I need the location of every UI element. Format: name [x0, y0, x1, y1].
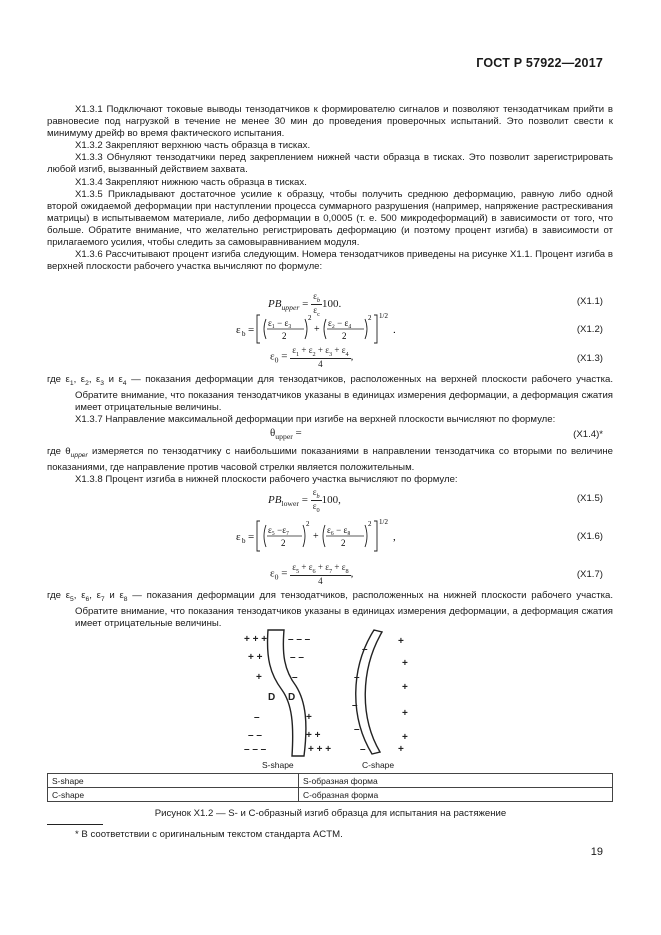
svg-text:+: +: [402, 732, 408, 743]
text-block-4: [47, 590, 613, 630]
text-block-2: [47, 374, 613, 426]
svg-text:+: +: [398, 636, 404, 647]
c-shape-specimen: [356, 630, 382, 754]
svg-text:=: =: [248, 324, 255, 336]
svg-text:– –: – –: [248, 730, 262, 741]
svg-text:ε₆ − ε₈: ε₆ − ε₈: [327, 525, 351, 535]
equation-number-6: (X1.6): [576, 531, 603, 542]
svg-text:2: 2: [306, 520, 310, 528]
svg-text:.: .: [393, 324, 396, 336]
svg-text:ε₂ − ε₄: ε₂ − ε₄: [328, 318, 352, 328]
equation-number-1: (X1.1): [576, 296, 603, 307]
svg-text:2: 2: [341, 538, 346, 548]
paragraph-x1-3-2: X1.3.2 Закрепляют верхнюю часть образца в тисках.: [75, 140, 311, 152]
standard-header: ГОСТ Р 57922—2017: [476, 56, 603, 70]
svg-text:D: D: [288, 692, 296, 703]
svg-text:+ +: + +: [306, 730, 321, 741]
svg-text:+ + +: + + +: [308, 744, 332, 755]
equation-x1-7: $\varepsilon_0$ = $\frac{\varepsilon_5 + \varepsilon_6 + \varepsilon_7 + \varepsilon_8}{4}$ ,: [270, 562, 354, 586]
svg-text:+: +: [313, 531, 319, 542]
svg-text:+: +: [402, 658, 408, 669]
legend-term-en: S-shape: [48, 774, 299, 788]
svg-text:+ +: + +: [248, 652, 263, 663]
paragraph-where-lower: где $\varepsilon_5$, $\varepsilon_6$, $\varepsilon_7$ и $\varepsilon_8$ — показания деформации для тензодатчиков, расположенных на нижней плоскости рабочего участка. Обратите внимание, что показания тензодатчиков указаны в единицах измерения деформации, а деформация сжатия имеет отрицательные величины.: [47, 590, 614, 630]
legend-term-en: C-shape: [48, 788, 299, 802]
bending-shapes-figure: [226, 628, 426, 778]
legend-term-ru: S-образная форма: [299, 774, 613, 788]
svg-text:b: b: [242, 537, 246, 545]
page-number: 19: [590, 846, 603, 858]
svg-text:ε₁ − ε₃: ε₁ − ε₃: [268, 318, 292, 328]
svg-text:2: 2: [281, 538, 286, 548]
paragraph-x1-3-7: X1.3.7 Направление максимальной деформации при изгибе на верхней плоскости вычисляют по формуле:: [75, 414, 556, 426]
svg-text:–: –: [292, 672, 298, 683]
text-block-1: [47, 104, 613, 273]
svg-text:+ + +: + + +: [244, 634, 268, 645]
equation-number-7: (X1.7): [576, 569, 603, 580]
equation-x1-1: $PB_{upper}$ = $\frac{\varepsilon_b}{\varepsilon_c}$ 100.: [268, 291, 342, 318]
svg-text:1/2: 1/2: [379, 518, 388, 526]
table-row: [48, 788, 613, 802]
svg-text:– – –: – – –: [244, 744, 267, 755]
svg-text:ε: ε: [236, 324, 241, 336]
paragraph-where-theta: где $\theta_{upper}$ измеряется по тензодатчику с наибольшими показаниями в направлении тензодатчика со вторыми по величине показаниями, где направление против часовой стрелки является положительным.: [47, 446, 613, 473]
svg-text:+: +: [256, 672, 262, 683]
table-row: [48, 774, 613, 788]
text-block-3: [47, 446, 613, 486]
paragraph-x1-3-4: X1.3.4 Закрепляют нижнюю часть образца в тисках.: [75, 176, 307, 188]
svg-text:–: –: [354, 672, 360, 683]
paragraph-x1-3-1: X1.3.1 Подключают токовые выводы тензодатчиков к формирователю сигналов и позволяют тензодатчикам прийти в равновесие под нагрузкой в течение не менее 30 мин до проведения проверочных испытаний. Это позволит свести к минимуму дрейф во время фактического испытания.: [47, 104, 613, 140]
svg-text:+: +: [402, 708, 408, 719]
paragraph-x1-3-3: X1.3.3 Обнуляют тензодатчики перед закреплением нижней части образца в тисках. Это позволит зарегистрировать любой изгиб, вызванный действием захвата.: [47, 152, 613, 176]
svg-text:–: –: [360, 744, 366, 755]
svg-text:ε: ε: [236, 531, 241, 543]
equation-x1-6-formula: [236, 518, 406, 554]
svg-text:– – –: – – –: [288, 634, 311, 645]
svg-text:2: 2: [368, 314, 372, 322]
svg-text:D: D: [268, 692, 276, 703]
svg-text:=: =: [248, 531, 255, 543]
s-shape-signs: [244, 634, 331, 755]
footnote-separator: [47, 824, 103, 825]
svg-text:+: +: [306, 712, 312, 723]
svg-text:+: +: [314, 324, 320, 335]
legend-term-ru: С-образная форма: [299, 788, 613, 802]
svg-text:b: b: [242, 330, 246, 338]
equation-x1-5: $PB_{lower}$ = $\frac{\varepsilon_b}{\varepsilon_0}$ 100,: [268, 487, 341, 514]
svg-text:2: 2: [308, 314, 312, 322]
svg-text:+: +: [402, 682, 408, 693]
equation-number-2: (X1.2): [576, 324, 603, 335]
svg-text:–: –: [352, 700, 358, 711]
equation-x1-6: [236, 518, 406, 557]
paragraph-where-upper: где $\varepsilon_1$, $\varepsilon_2$, $\varepsilon_3$ и $\varepsilon_4$ — показания деформации для тензодатчиков, расположенных на верхней плоскости рабочего участка. Обратите внимание, что показания тензодатчиков указаны в единицах измерения деформации, а деформация сжатия имеет отрицательные величины.: [47, 374, 613, 414]
s-shape-label: S-shape: [262, 760, 294, 770]
figure-legend-table: [47, 773, 613, 802]
figure-caption: Рисунок X1.2 — S- и С-образный изгиб образца для испытания на растяжение: [154, 808, 507, 819]
svg-text:– –: – –: [290, 652, 304, 663]
svg-text:2: 2: [282, 331, 287, 341]
svg-text:–: –: [362, 644, 368, 655]
svg-text:–: –: [254, 712, 260, 723]
footnote: * В соответствии с оригинальным текстом стандарта ACTM.: [75, 829, 343, 840]
equation-number-3: (X1.3): [576, 353, 603, 364]
svg-text:+: +: [398, 744, 404, 755]
equation-x1-2: [236, 312, 406, 349]
svg-text:1/2: 1/2: [379, 312, 388, 320]
equation-x1-3: $\varepsilon_0$ = $\frac{\varepsilon_1 + \varepsilon_2 + \varepsilon_3 + \varepsilon_4}{4}$ ,: [270, 345, 354, 369]
paragraph-x1-3-5: X1.3.5 Прикладывают достаточное усилие к образцу, чтобы получить среднюю деформацию, равную либо одной второй ожидаемой деформации при наступлении процесса суммарного разрушения (например, напряжение растрескивания матрицы) в испытываемом материале, либо деформации в 0,0005 (т. е. 500 микродеформаций) в зависимости от того, что больше. Обратите внимание, что желательно регистрировать деформацию (и поэтому процент изгиба) в зависимости от прилагаемого усилия, чтобы следить за самовыравниванием модуля.: [47, 188, 613, 249]
c-shape-label: C-shape: [362, 760, 395, 770]
equation-x1-2-formula: [236, 312, 406, 346]
equation-number-5: (X1.5): [576, 493, 603, 504]
paragraph-x1-3-8: X1.3.8 Процент изгиба в нижней плоскости рабочего участка вычисляют по формуле:: [75, 474, 458, 486]
equation-x1-4: $\theta_{upper}$ =: [270, 427, 302, 442]
svg-text:,: ,: [393, 531, 396, 543]
paragraph-x1-3-6: X1.3.6 Рассчитывают процент изгиба следующим. Номера тензодатчиков приведены на рисунке X1.1. Процент изгиба в верхней плоскости рабочего участка вычисляют по формуле:: [47, 249, 613, 273]
equation-number-4: (X1.4)*: [573, 429, 603, 440]
svg-text:–: –: [354, 724, 360, 735]
svg-text:ε₅ −ε₇: ε₅ −ε₇: [268, 525, 290, 535]
svg-text:2: 2: [368, 520, 372, 528]
svg-text:2: 2: [342, 331, 347, 341]
